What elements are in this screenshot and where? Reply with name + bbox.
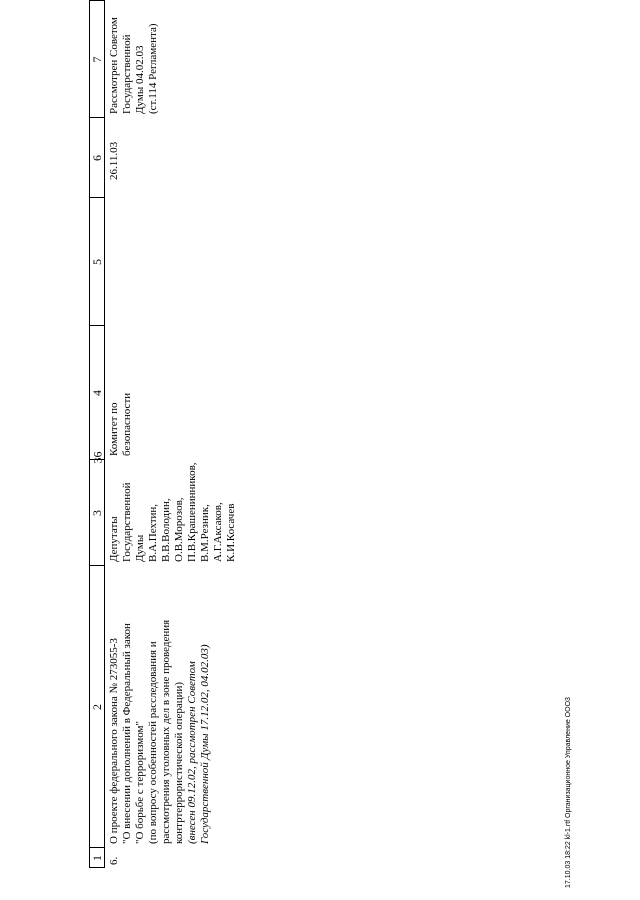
column-header-5: 5 xyxy=(90,259,104,265)
review-date: 26.11.03 xyxy=(108,141,120,180)
column-header-7: 7 xyxy=(90,56,104,63)
review-status xyxy=(108,17,160,114)
committee-line: безопасности xyxy=(121,392,133,456)
description-line: рассмотрения уголовных дел в зоне проведения xyxy=(160,619,172,844)
status-line: Рассмотрен Советом xyxy=(108,17,120,114)
description-line: контртеррористической операции) xyxy=(173,681,185,844)
column-header-6: 6 xyxy=(90,155,104,161)
description-line: (по вопросу особенностей расследования и xyxy=(147,641,159,844)
column-header-1: 1 xyxy=(90,855,104,861)
initiator-line: Думы xyxy=(134,534,146,562)
table-rule-header xyxy=(104,0,105,868)
status-line: Думы 04.02.03 xyxy=(134,45,146,114)
initiator-line: К.И.Косачев xyxy=(225,503,237,562)
bill-description xyxy=(108,620,212,844)
status-line: (ст.114 Регламента) xyxy=(147,23,159,114)
column-header-4: 4 xyxy=(90,390,104,396)
initiator-line: А.Г.Аксаков, xyxy=(212,502,224,562)
column-header-3: 3 xyxy=(90,510,104,516)
initiator-line: В.М.Резник, xyxy=(199,504,211,562)
initiator-line: П.В.Крашенинников, xyxy=(186,462,198,562)
initiator-line: Депутаты xyxy=(108,516,120,562)
description-line: "О внесении дополнений в Федеральный закон xyxy=(121,623,133,844)
file-footer: 17.10.03 18:22 kl-1.rtf Организационное Управление ООО3 xyxy=(565,697,572,888)
description-note: (внесен 09.12.02, рассмотрен Советом xyxy=(186,661,198,844)
description-line: О проекте федерального закона № 273055-3 xyxy=(108,638,120,844)
column-header-2: 2 xyxy=(90,704,104,710)
committee xyxy=(108,393,134,456)
committee-line: Комитет по xyxy=(108,402,120,456)
initiator-line: О.В.Морозов, xyxy=(173,497,185,562)
initiator-line: В.В.Володин, xyxy=(160,498,172,562)
initiator-line: Государственной xyxy=(121,482,133,562)
row-index: 6. xyxy=(108,856,120,865)
status-line: Государственной xyxy=(121,34,133,114)
initiator-list xyxy=(108,462,238,562)
legislation-table xyxy=(32,0,608,868)
description-line: "О борьбе с терроризмом" xyxy=(134,721,146,844)
initiator-line: В.А.Пехтин, xyxy=(147,503,159,562)
page-number: 36 xyxy=(90,451,105,464)
description-note: Государственной Думы 17.12.02, 04.02.03) xyxy=(199,644,211,844)
